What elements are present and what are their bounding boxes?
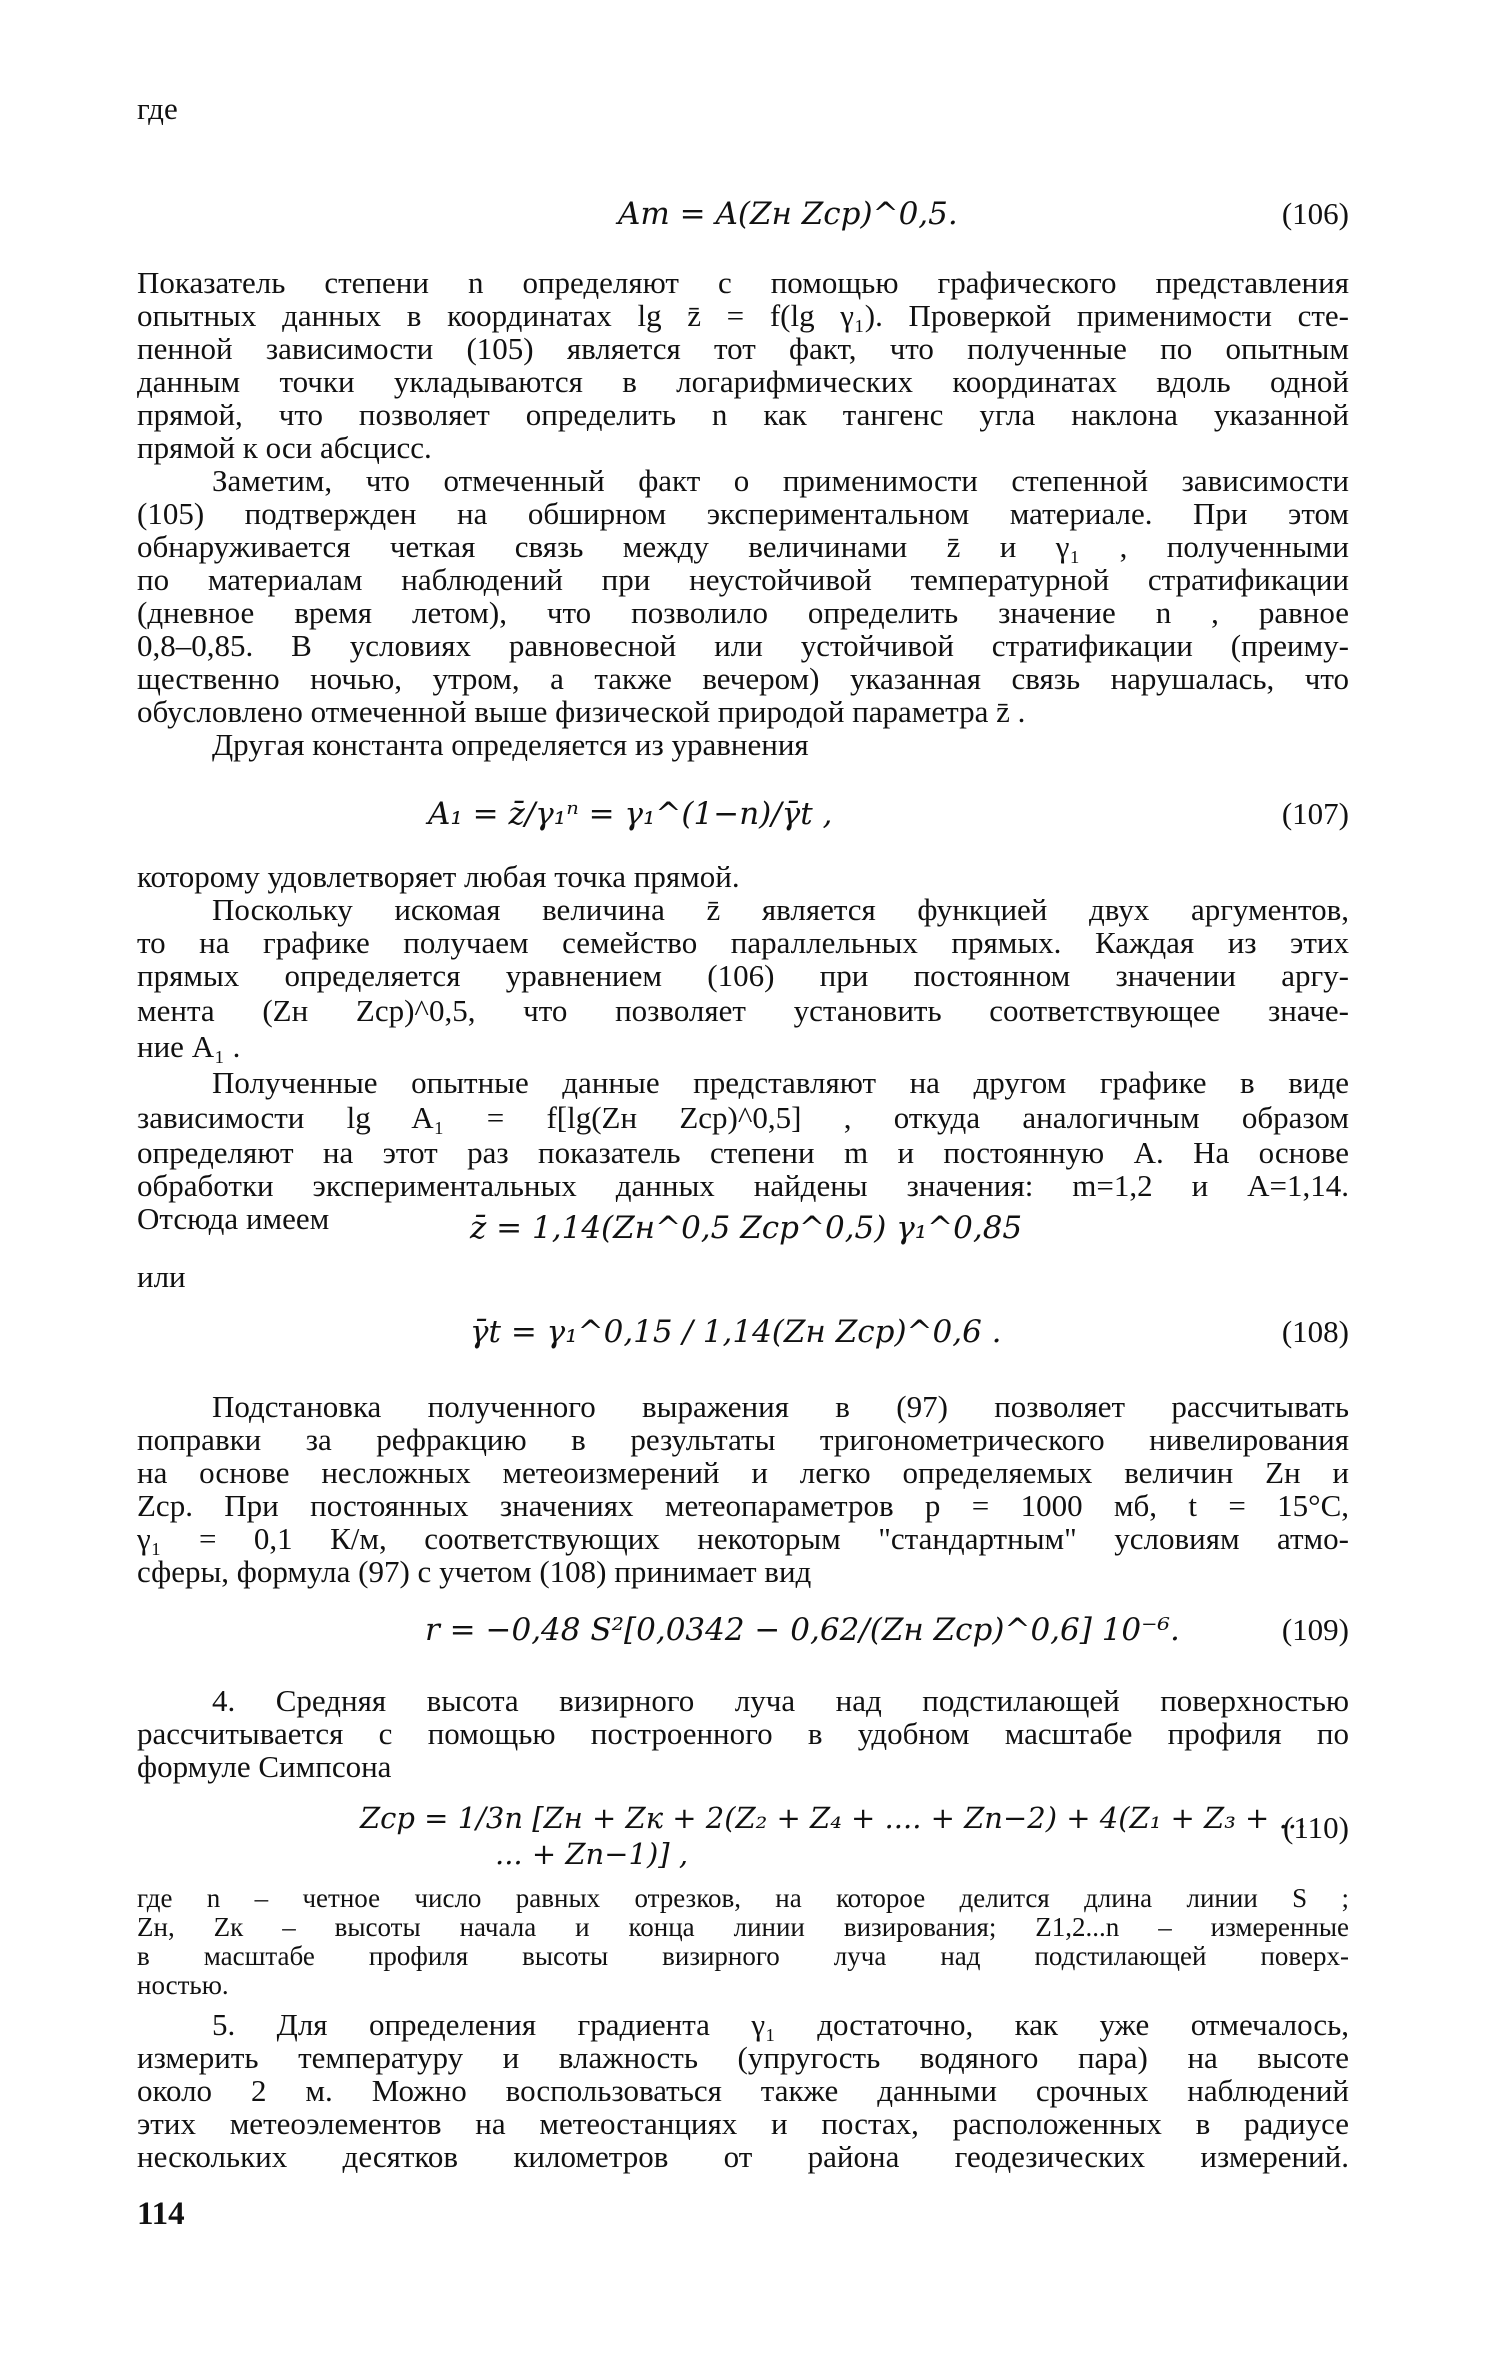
text-line: зависимости lg A₁ = f[lg(Zн Zср)^0,5] , откуда аналогичным образом [137, 1100, 1349, 1135]
text-line: Zср. При постоянных значениях метеопараметров p = 1000 мб, t = 15°C, [137, 1488, 1349, 1523]
text-line: где [137, 91, 178, 126]
text-line: пенной зависимости (105) является тот факт, что полученные по опытным [137, 331, 1349, 366]
text-line: опытных данных в координатах lg z̄ = f(lg γ₁). Проверкой применимости сте- [137, 298, 1349, 333]
text-line: 0,8–0,85. В условиях равновесной или устойчивой стратификации (преиму- [137, 628, 1349, 663]
text-line: измерить температуру и влажность (упругость водяного пара) на высоте [137, 2040, 1349, 2075]
text-line: прямых определяется уравнением (106) при постоянном значении аргу- [137, 958, 1349, 993]
equation-number: (108) [1281, 1314, 1349, 1349]
text-line: Отсюда имеем [137, 1201, 330, 1236]
text-line: γ₁ = 0,1 К/м, соответствующих некоторым "стандартным" условиям атмо- [137, 1521, 1349, 1556]
formula-110: Zср = 1/3n [Zн + Zк + 2(Z₂ + Z₄ + .... + Zn−2) + 4(Z₁ + Z₃ + ... [360, 1801, 1307, 1835]
formula-107: A₁ = z̄/γ₁ⁿ = γ₁^(1−n)/γ̄t , [428, 796, 833, 832]
text-line: прямой к оси абсцисс. [137, 430, 432, 465]
text-line: 4. Средняя высота визирного луча над подстилающей поверхностью [212, 1683, 1349, 1718]
text-line: этих метеоэлементов на метеостанциях и постах, расположенных в радиусе [137, 2106, 1349, 2141]
formula-z-bar: z̄ = 1,14(Zн^0,5 Zср^0,5) γ₁^0,85 [470, 1210, 1023, 1246]
text-line: обнаруживается четкая связь между величинами z̄ и γ₁ , полученными [137, 529, 1349, 564]
text-line: обработки экспериментальных данных найдены значения: m=1,2 и A=1,14. [137, 1168, 1349, 1203]
text-line: которому удовлетворяет любая точка прямой. [137, 859, 740, 894]
text-line: ностью. [137, 1970, 229, 2000]
text-line: определяют на этот раз показатель степени m и постоянную A. На основе [137, 1135, 1349, 1170]
text-line: формуле Симпсона [137, 1749, 392, 1784]
formula-110-continuation: ... + Zn−1)] , [495, 1837, 689, 1871]
equation-number: (109) [1281, 1612, 1349, 1647]
text-line: мента (Zн Zср)^0,5, что позволяет установить соответствующее значе- [137, 993, 1349, 1028]
text-line: около 2 м. Можно воспользоваться также данными срочных наблюдений [137, 2073, 1349, 2108]
text-line: ние A₁ . [137, 1029, 241, 1064]
text-line: щественно ночью, утром, а также вечером) указанная связь нарушалась, что [137, 661, 1349, 696]
text-line: (дневное время летом), что позволило определить значение n , равное [137, 595, 1349, 630]
text-line: или [137, 1259, 186, 1294]
text-line: Другая константа определяется из уравнения [212, 727, 809, 762]
text-line: по материалам наблюдений при неустойчивой температурной стратификации [137, 562, 1349, 597]
text-line: Подстановка полученного выражения в (97) позволяет рассчитывать [212, 1389, 1349, 1424]
equation-number: (110) [1283, 1810, 1349, 1845]
text-line: на основе несложных метеоизмерений и легко определяемых величин Zн и [137, 1455, 1349, 1490]
text-line: обусловлено отмеченной выше физической природой параметра z̄ . [137, 694, 1026, 729]
text-line: Заметим, что отмеченный факт о применимости степенной зависимости [212, 463, 1349, 498]
formula-106: Aт = A(Zн Zср)^0,5. [618, 196, 958, 232]
text-line: то на графике получаем семейство параллельных прямых. Каждая из этих [137, 925, 1349, 960]
text-line: Показатель степени n определяют с помощью графического представления [137, 265, 1349, 300]
text-line: рассчитывается с помощью построенного в удобном масштабе профиля по [137, 1716, 1349, 1751]
text-line: Zн, Zк – высоты начала и конца линии визирования; Z1,2...n – измеренные [137, 1912, 1349, 1942]
text-line: Полученные опытные данные представляют на другом графике в виде [212, 1065, 1349, 1100]
text-line: данным точки укладываются в логарифмических координатах вдоль одной [137, 364, 1349, 399]
equation-number: (107) [1281, 796, 1349, 831]
formula-109: r = −0,48 S²[0,0342 − 0,62/(Zн Zср)^0,6] 10⁻⁶. [425, 1612, 1180, 1648]
text-line: (105) подтвержден на обширном экспериментальном материале. При этом [137, 496, 1349, 531]
text-line: нескольких десятков километров от района геодезических измерений. [137, 2139, 1349, 2174]
formula-108: γ̄t = γ₁^0,15 / 1,14(Zн Zср)^0,6 . [470, 1314, 1002, 1350]
text-line: Поскольку искомая величина z̄ является функцией двух аргументов, [212, 892, 1349, 927]
page-number: 114 [137, 2196, 185, 2232]
text-line: сферы, формула (97) с учетом (108) принимает вид [137, 1554, 812, 1589]
text-line: 5. Для определения градиента γ₁ достаточно, как уже отмечалось, [212, 2007, 1349, 2042]
text-line: где n – четное число равных отрезков, на которое делится длина линии S ; [137, 1883, 1349, 1913]
text-line: в масштабе профиля высоты визирного луча над подстилающей поверх- [137, 1941, 1349, 1971]
text-line: поправки за рефракцию в результаты тригонометрического нивелирования [137, 1422, 1349, 1457]
text-line: прямой, что позволяет определить n как тангенс угла наклона указанной [137, 397, 1349, 432]
equation-number: (106) [1281, 196, 1349, 231]
